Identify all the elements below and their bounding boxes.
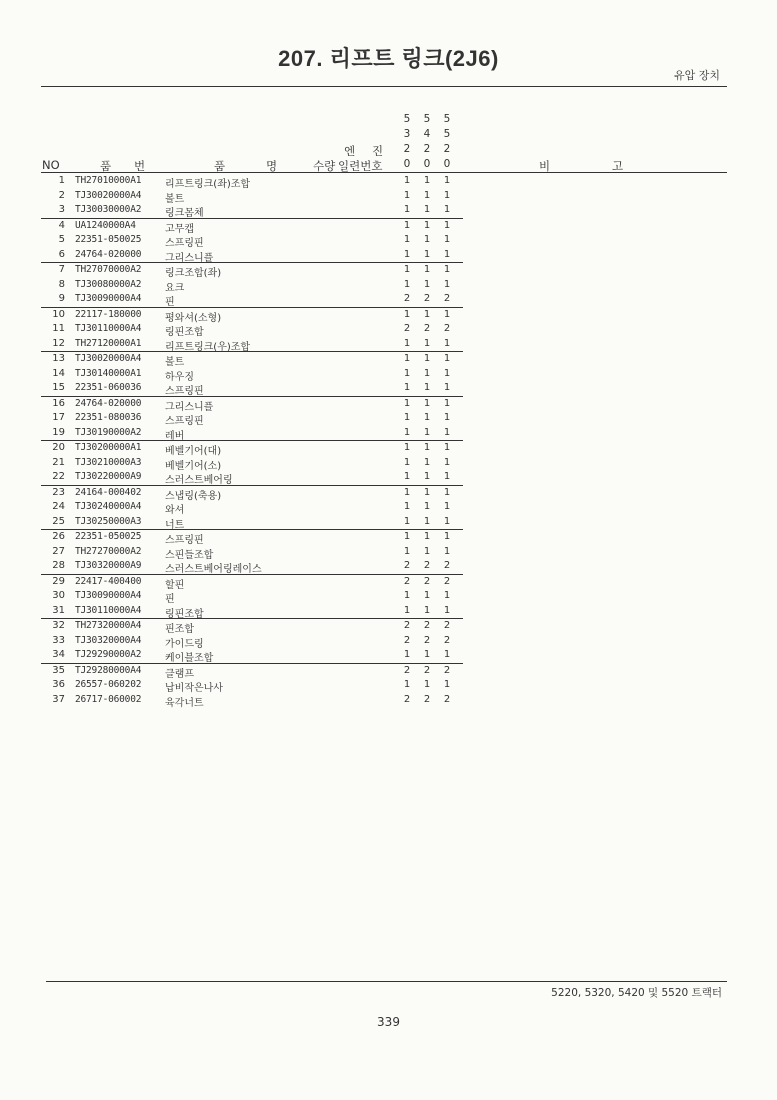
part-name: 케이블조합 <box>165 653 214 664</box>
qty-5420: 2 <box>423 693 431 705</box>
part-number: TJ30250000A3 <box>75 515 142 527</box>
page-title: 207. 리프트 링크(2J6) <box>278 46 499 71</box>
qty-5320: 1 <box>403 649 411 660</box>
qty-5420: 2 <box>423 575 431 587</box>
part-name: 클램프 <box>165 668 194 680</box>
part-name: 그리스니플 <box>165 401 214 413</box>
row-number: 1 <box>58 175 65 186</box>
part-name: 링핀조합 <box>165 608 204 620</box>
qty-5520: 1 <box>443 219 451 231</box>
row-number: 26 <box>52 531 65 542</box>
part-name: 스러스트베어링레이스 <box>165 564 262 575</box>
part-name: 고무캡 <box>165 223 194 235</box>
part-number: TJ30020000A4 <box>75 353 142 364</box>
qty-5420: 2 <box>423 323 431 334</box>
header-engine-1: 엔 <box>344 144 356 158</box>
qty-5320: 1 <box>403 604 411 616</box>
part-name: 볼트 <box>165 357 185 368</box>
qty-5420: 1 <box>423 531 431 542</box>
part-name: 가이드링 <box>165 638 204 650</box>
table-row <box>41 456 463 471</box>
top-divider <box>41 86 727 87</box>
part-number: 24164-000402 <box>75 486 142 498</box>
header-divider <box>41 172 727 173</box>
table-row <box>41 470 463 486</box>
qty-5320: 1 <box>403 679 411 690</box>
part-name: 레버 <box>165 430 185 442</box>
part-name: 볼트 <box>165 193 185 205</box>
part-name: 리프트링크(우)조합 <box>165 341 251 353</box>
qty-5520: 1 <box>443 175 451 186</box>
part-name: 스냅링(축용) <box>165 490 222 502</box>
qty-5520: 1 <box>443 604 451 616</box>
model-digit: 0 <box>423 158 431 170</box>
row-number: 16 <box>52 397 65 409</box>
part-number: TH27320000A4 <box>75 620 142 631</box>
qty-5320: 2 <box>403 560 411 571</box>
part-name: 리프트링크(좌)조합 <box>165 179 251 190</box>
part-number: 22351-080036 <box>75 412 142 423</box>
row-number: 9 <box>58 293 65 304</box>
part-number: TH27120000A1 <box>75 337 142 349</box>
qty-5520: 2 <box>443 560 451 571</box>
qty-5520: 1 <box>443 531 451 542</box>
part-name: 와셔 <box>165 505 185 516</box>
part-number: TJ29290000A2 <box>75 649 142 660</box>
qty-5520: 1 <box>443 501 451 512</box>
part-number: 22351-050025 <box>75 531 142 542</box>
table-row <box>41 664 463 679</box>
row-number: 6 <box>58 248 65 260</box>
qty-5320: 1 <box>403 219 411 231</box>
table-row <box>41 381 463 397</box>
qty-5320: 1 <box>403 353 411 364</box>
qty-5320: 2 <box>403 693 411 705</box>
qty-5420: 1 <box>423 471 431 482</box>
qty-5420: 1 <box>423 649 431 660</box>
qty-5420: 1 <box>423 426 431 438</box>
header-qty: 수량 <box>313 159 336 173</box>
model-digit: 4 <box>423 128 431 140</box>
part-number: TJ30110000A4 <box>75 604 142 616</box>
header-remarks-2: 고 <box>612 159 624 173</box>
part-number: TJ30030000A2 <box>75 204 142 215</box>
qty-5420: 1 <box>423 278 431 290</box>
table-row <box>41 575 463 590</box>
table-row <box>41 619 463 634</box>
qty-5320: 2 <box>403 575 411 587</box>
table-row <box>41 693 463 708</box>
part-name: 링크조합(좌) <box>165 268 222 279</box>
qty-5520: 1 <box>443 204 451 215</box>
part-name: 스러스트베어링 <box>165 475 233 486</box>
qty-5420: 1 <box>423 264 431 275</box>
footer-models: 5220, 5320, 5420 및 5520 트랙터 <box>551 987 722 999</box>
model-digit: 5 <box>443 128 451 140</box>
qty-5320: 1 <box>403 426 411 438</box>
qty-5520: 1 <box>443 442 451 453</box>
part-name: 베벨기어(소) <box>165 460 222 472</box>
table-row <box>41 515 463 531</box>
qty-5420: 1 <box>423 456 431 468</box>
qty-5420: 2 <box>423 634 431 646</box>
qty-5520: 1 <box>443 382 451 393</box>
part-number: TJ30200000A1 <box>75 442 142 453</box>
qty-5520: 2 <box>443 575 451 587</box>
row-number: 21 <box>52 456 65 468</box>
header-serial: 일련번호 <box>338 159 383 173</box>
part-number: 24764-020000 <box>75 397 142 409</box>
part-number: TJ30080000A2 <box>75 278 142 290</box>
row-number: 22 <box>52 471 65 482</box>
part-name: 요크 <box>165 282 185 294</box>
table-row <box>41 337 463 353</box>
qty-5420: 1 <box>423 382 431 393</box>
row-number: 11 <box>52 323 65 334</box>
row-number: 20 <box>52 442 65 453</box>
qty-5320: 1 <box>403 471 411 482</box>
qty-5520: 1 <box>443 486 451 498</box>
qty-5320: 1 <box>403 337 411 349</box>
qty-5520: 1 <box>443 471 451 482</box>
part-number: TH27070000A2 <box>75 264 142 275</box>
table-row <box>41 634 463 649</box>
row-number: 2 <box>58 189 65 201</box>
part-name: 스핀들조합 <box>165 549 214 561</box>
model-digit: 5 <box>423 113 431 125</box>
part-number: TJ30140000A1 <box>75 367 142 379</box>
model-digit: 0 <box>443 158 451 170</box>
row-number: 28 <box>52 560 65 571</box>
row-number: 14 <box>52 367 65 379</box>
table-row <box>41 248 463 264</box>
part-number: TJ30320000A9 <box>75 560 142 571</box>
qty-5420: 2 <box>423 664 431 676</box>
qty-5420: 1 <box>423 679 431 690</box>
part-name: 링크몸체 <box>165 208 204 219</box>
model-digit: 2 <box>403 143 411 155</box>
table-row <box>41 203 463 219</box>
qty-5520: 1 <box>443 367 451 379</box>
row-number: 37 <box>52 693 65 705</box>
table-row <box>41 367 463 382</box>
row-number: 13 <box>52 353 65 364</box>
part-name: 핀 <box>165 594 175 605</box>
table-row <box>41 559 463 575</box>
qty-5520: 2 <box>443 693 451 705</box>
qty-5320: 1 <box>403 456 411 468</box>
qty-5320: 1 <box>403 308 411 320</box>
qty-5320: 1 <box>403 264 411 275</box>
row-number: 29 <box>52 575 65 587</box>
table-row <box>41 426 463 442</box>
part-number: TJ30240000A4 <box>75 501 142 512</box>
table-row <box>41 352 463 367</box>
table-row <box>41 189 463 204</box>
part-number: TJ30020000A4 <box>75 189 142 201</box>
qty-5520: 1 <box>443 234 451 245</box>
qty-5420: 1 <box>423 412 431 423</box>
table-row <box>41 308 463 323</box>
header-part-no-2: 번 <box>134 159 146 173</box>
qty-5320: 2 <box>403 620 411 631</box>
part-number: 26717-060002 <box>75 693 142 705</box>
row-number: 7 <box>58 264 65 275</box>
qty-5320: 1 <box>403 590 411 601</box>
qty-5320: 2 <box>403 664 411 676</box>
part-name: 핀조합 <box>165 624 194 635</box>
table-row <box>41 530 463 545</box>
section-label: 유압 장치 <box>673 69 720 82</box>
part-number: TJ30090000A4 <box>75 590 142 601</box>
table-row <box>41 678 463 693</box>
row-number: 3 <box>58 204 65 215</box>
header-part-no-1: 품 <box>100 159 112 173</box>
qty-5420: 1 <box>423 248 431 260</box>
qty-5520: 1 <box>443 456 451 468</box>
row-number: 27 <box>52 545 65 557</box>
row-number: 19 <box>52 426 65 438</box>
qty-5520: 1 <box>443 515 451 527</box>
qty-5520: 2 <box>443 664 451 676</box>
table-row <box>41 500 463 515</box>
qty-5420: 1 <box>423 353 431 364</box>
part-name: 핀 <box>165 297 175 308</box>
qty-5420: 1 <box>423 501 431 512</box>
qty-5520: 1 <box>443 308 451 320</box>
qty-5420: 1 <box>423 545 431 557</box>
qty-5520: 1 <box>443 264 451 275</box>
row-number: 23 <box>52 486 65 498</box>
table-row <box>41 233 463 248</box>
qty-5420: 2 <box>423 560 431 571</box>
model-digit: 2 <box>443 143 451 155</box>
qty-5420: 1 <box>423 442 431 453</box>
header-name-1: 품 <box>214 159 226 173</box>
part-name: 스프링핀 <box>165 386 204 397</box>
part-number: TH27010000A1 <box>75 175 142 186</box>
part-name: 링핀조합 <box>165 327 204 338</box>
qty-5320: 1 <box>403 234 411 245</box>
qty-5420: 2 <box>423 293 431 304</box>
part-number: TJ30090000A4 <box>75 293 142 304</box>
qty-5320: 1 <box>403 189 411 201</box>
part-name: 스프링핀 <box>165 238 204 249</box>
parts-table <box>41 174 463 707</box>
qty-5520: 1 <box>443 278 451 290</box>
header-engine-2: 진 <box>372 144 384 158</box>
table-row <box>41 174 463 189</box>
qty-5520: 1 <box>443 545 451 557</box>
qty-5520: 1 <box>443 590 451 601</box>
qty-5320: 1 <box>403 515 411 527</box>
qty-5320: 1 <box>403 442 411 453</box>
part-number: 24764-020000 <box>75 248 142 260</box>
table-row <box>41 486 463 501</box>
qty-5520: 2 <box>443 620 451 631</box>
qty-5520: 2 <box>443 634 451 646</box>
qty-5320: 1 <box>403 531 411 542</box>
qty-5420: 1 <box>423 204 431 215</box>
part-number: 22351-050025 <box>75 234 142 245</box>
table-row <box>41 411 463 426</box>
row-number: 34 <box>52 649 65 660</box>
qty-5420: 1 <box>423 604 431 616</box>
row-number: 8 <box>58 278 65 290</box>
qty-5520: 1 <box>443 412 451 423</box>
row-number: 25 <box>52 515 65 527</box>
part-name: 스프링핀 <box>165 535 204 546</box>
qty-5420: 1 <box>423 219 431 231</box>
row-number: 30 <box>52 590 65 601</box>
qty-5320: 1 <box>403 412 411 423</box>
part-number: TJ29280000A4 <box>75 664 142 676</box>
qty-5520: 1 <box>443 248 451 260</box>
part-number: 22117-180000 <box>75 308 142 320</box>
part-number: TJ30320000A4 <box>75 634 142 646</box>
row-number: 10 <box>52 308 65 320</box>
qty-5320: 1 <box>403 204 411 215</box>
part-name: 너트 <box>165 519 185 531</box>
qty-5420: 1 <box>423 590 431 601</box>
bottom-divider <box>46 981 727 982</box>
qty-5520: 1 <box>443 679 451 690</box>
row-number: 31 <box>52 604 65 616</box>
qty-5320: 1 <box>403 278 411 290</box>
row-number: 24 <box>52 501 65 512</box>
row-number: 12 <box>52 337 65 349</box>
table-row <box>41 278 463 293</box>
part-name: 베벨기어(대) <box>165 446 222 457</box>
row-number: 36 <box>52 679 65 690</box>
qty-5520: 1 <box>443 189 451 201</box>
table-row <box>41 545 463 560</box>
row-number: 35 <box>52 664 65 676</box>
model-digit: 3 <box>403 128 411 140</box>
qty-5520: 2 <box>443 323 451 334</box>
part-number: UA1240000A4 <box>75 219 136 231</box>
table-row <box>41 263 463 278</box>
row-number: 32 <box>52 620 65 631</box>
part-name: 스프링핀 <box>165 416 204 427</box>
header-no: NO <box>42 158 60 172</box>
part-name: 그리스니플 <box>165 252 214 264</box>
part-name: 할핀 <box>165 579 185 591</box>
qty-5420: 1 <box>423 308 431 320</box>
qty-5520: 1 <box>443 397 451 409</box>
qty-5320: 1 <box>403 248 411 260</box>
qty-5320: 1 <box>403 545 411 557</box>
model-digit: 5 <box>403 113 411 125</box>
row-number: 17 <box>52 412 65 423</box>
row-number: 33 <box>52 634 65 646</box>
part-name: 납비작은나사 <box>165 683 223 694</box>
model-digit: 5 <box>443 113 451 125</box>
model-digit: 2 <box>423 143 431 155</box>
part-name: 육각너트 <box>165 697 204 709</box>
qty-5320: 2 <box>403 293 411 304</box>
part-number: TJ30210000A3 <box>75 456 142 468</box>
qty-5420: 1 <box>423 367 431 379</box>
qty-5420: 1 <box>423 189 431 201</box>
qty-5320: 2 <box>403 634 411 646</box>
header-name-2: 명 <box>266 159 278 173</box>
qty-5520: 1 <box>443 649 451 660</box>
qty-5320: 1 <box>403 501 411 512</box>
header-remarks-1: 비 <box>539 159 551 173</box>
part-name: 하우징 <box>165 371 194 383</box>
table-row <box>41 441 463 456</box>
qty-5420: 1 <box>423 234 431 245</box>
qty-5420: 2 <box>423 620 431 631</box>
part-name: 평와셔(소형) <box>165 312 222 324</box>
qty-5420: 1 <box>423 397 431 409</box>
table-row <box>41 292 463 308</box>
qty-5420: 1 <box>423 337 431 349</box>
table-row <box>41 648 463 664</box>
qty-5420: 1 <box>423 515 431 527</box>
table-row <box>41 604 463 620</box>
qty-5320: 1 <box>403 175 411 186</box>
part-number: TJ30110000A4 <box>75 323 142 334</box>
qty-5420: 1 <box>423 486 431 498</box>
table-row <box>41 219 463 234</box>
row-number: 5 <box>58 234 65 245</box>
table-row <box>41 322 463 337</box>
part-number: 22417-400400 <box>75 575 142 587</box>
qty-5320: 1 <box>403 486 411 498</box>
qty-5320: 2 <box>403 323 411 334</box>
qty-5520: 1 <box>443 426 451 438</box>
part-number: TJ30190000A2 <box>75 426 142 438</box>
qty-5420: 1 <box>423 175 431 186</box>
part-number: TJ30220000A9 <box>75 471 142 482</box>
part-number: 22351-060036 <box>75 382 142 393</box>
page-number: 339 <box>377 1015 400 1029</box>
row-number: 15 <box>52 382 65 393</box>
table-row <box>41 589 463 604</box>
row-number: 4 <box>58 219 65 231</box>
part-number: 26557-060202 <box>75 679 142 690</box>
part-number: TH27270000A2 <box>75 545 142 557</box>
qty-5520: 2 <box>443 293 451 304</box>
table-row <box>41 397 463 412</box>
qty-5520: 1 <box>443 337 451 349</box>
qty-5520: 1 <box>443 353 451 364</box>
qty-5320: 1 <box>403 397 411 409</box>
model-digit: 0 <box>403 158 411 170</box>
qty-5320: 1 <box>403 367 411 379</box>
qty-5320: 1 <box>403 382 411 393</box>
